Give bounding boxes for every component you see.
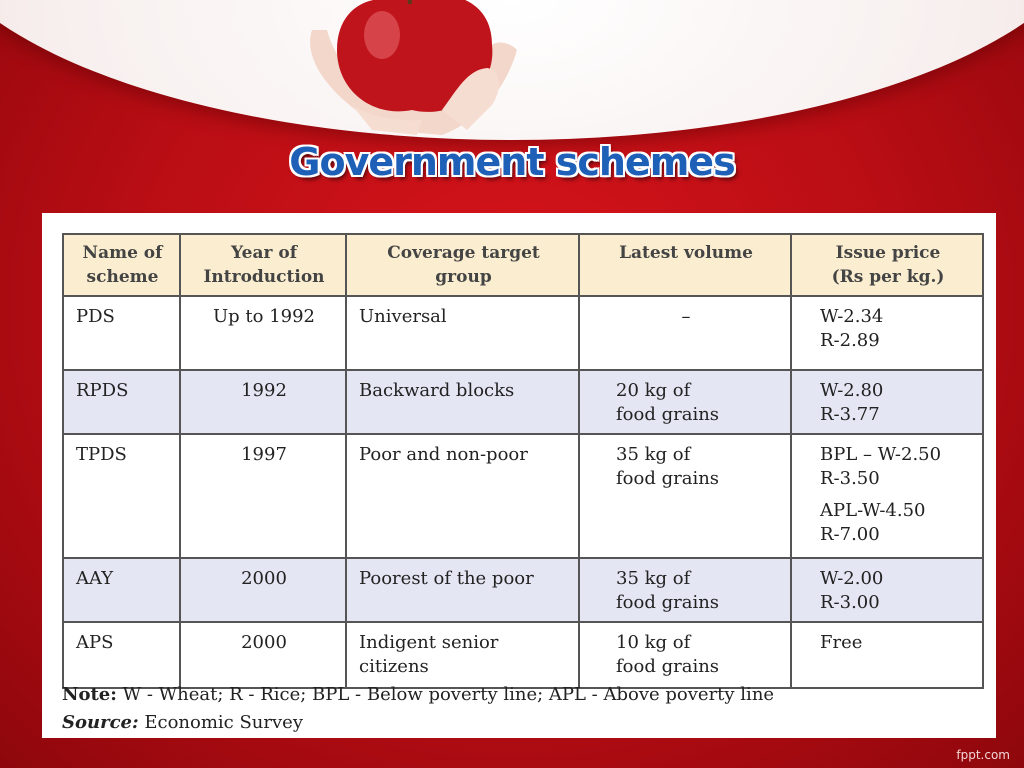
header-latest-volume: Latest volume xyxy=(579,234,791,296)
header-coverage-target-group: Coverage target group xyxy=(346,234,579,296)
source-text: Economic Survey xyxy=(138,712,303,733)
table-row-rpds xyxy=(63,370,983,434)
table-footnote xyxy=(62,681,774,737)
table-row-pds xyxy=(63,296,983,370)
source-label: Source: xyxy=(62,712,139,733)
header-year-of-introduction: Year of Introduction xyxy=(180,234,346,296)
note-line xyxy=(62,681,774,709)
schemes-table xyxy=(62,233,984,689)
cell-scheme-name: PDS xyxy=(63,296,180,370)
note-text: W - Wheat; R - Rice; BPL - Below poverty line; APL - Above poverty line xyxy=(116,684,775,705)
cell-volume: 35 kg of food grains xyxy=(579,558,791,622)
table-row-aay xyxy=(63,558,983,622)
header-issue-price: Issue price (Rs per kg.) xyxy=(791,234,983,296)
cell-issue-price: W-2.80 R-3.77 xyxy=(791,370,983,434)
cell-volume: 20 kg of food grains xyxy=(579,370,791,434)
cell-issue-price: W-2.34 R-2.89 xyxy=(791,296,983,370)
cell-coverage: Poorest of the poor xyxy=(346,558,579,622)
cell-year: 1992 xyxy=(180,370,346,434)
cell-issue-price: W-2.00 R-3.00 xyxy=(791,558,983,622)
cell-scheme-name: APS xyxy=(63,622,180,688)
cell-volume: 10 kg of food grains xyxy=(579,622,791,688)
cell-scheme-name: AAY xyxy=(63,558,180,622)
cell-scheme-name: RPDS xyxy=(63,370,180,434)
cell-coverage: Universal xyxy=(346,296,579,370)
source-line xyxy=(62,709,774,737)
cell-volume: – xyxy=(579,296,791,370)
cell-coverage: Indigent senior citizens xyxy=(346,622,579,688)
cell-volume: 35 kg of food grains xyxy=(579,434,791,558)
cell-year: 2000 xyxy=(180,622,346,688)
note-label: Note: xyxy=(62,684,117,705)
slide-title: Government schemes xyxy=(289,140,735,184)
watermark-text: fppt.com xyxy=(956,748,1010,762)
table-row-aps xyxy=(63,622,983,688)
cell-coverage: Backward blocks xyxy=(346,370,579,434)
header-name-of-scheme: Name of scheme xyxy=(63,234,180,296)
cell-scheme-name: TPDS xyxy=(63,434,180,558)
cell-year: 1997 xyxy=(180,434,346,558)
table-header-row xyxy=(63,234,983,296)
cell-year: 2000 xyxy=(180,558,346,622)
cell-issue-price: Free xyxy=(791,622,983,688)
cell-issue-price: BPL – W-2.50 R-3.50 APL-W-4.50 R-7.00 xyxy=(791,434,983,558)
table-panel xyxy=(42,213,996,738)
table-row-tpds xyxy=(63,434,983,558)
cell-year: Up to 1992 xyxy=(180,296,346,370)
cell-coverage: Poor and non-poor xyxy=(346,434,579,558)
apple-in-hand-image xyxy=(292,0,522,140)
